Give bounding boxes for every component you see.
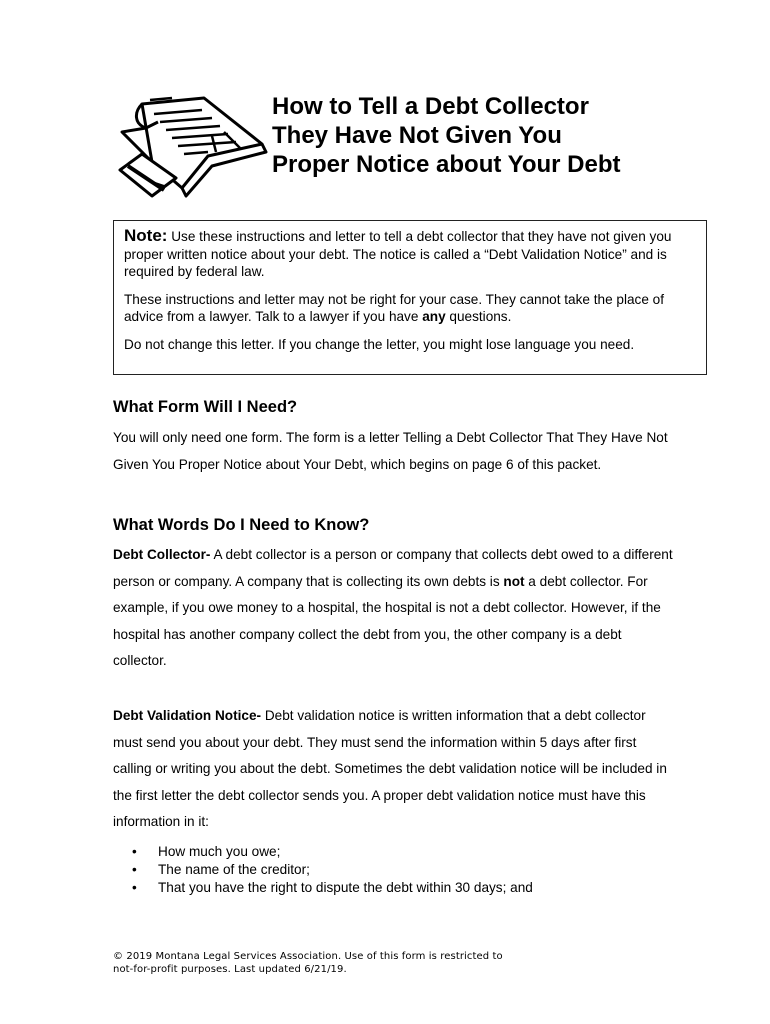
definition-text: Debt validation notice is written information that a debt collector must send you about your debt. They must send the information within 5 days after first calling or writing you about the debt. Sometimes the debt validation notice will be included in the first letter the debt collector sends you. A proper debt validation notice must have this information in it: bbox=[113, 708, 667, 829]
note-label: Note: bbox=[124, 226, 168, 245]
term: Debt Validation Notice- bbox=[113, 708, 262, 723]
form-section-text: You will only need one form. The form is a letter Telling a Debt Collector That They Have Not Given You Proper Notice about Your Debt, which begins on page 6 of this packet. bbox=[113, 430, 668, 472]
note-paragraph bbox=[124, 227, 696, 281]
footer-line: not-for-profit purposes. Last updated 6/21/19. bbox=[113, 964, 347, 975]
form-section-heading: What Form Will I Need? bbox=[113, 398, 298, 416]
words-section-heading: What Words Do I Need to Know? bbox=[113, 516, 370, 534]
notice-requirements-list bbox=[132, 843, 533, 897]
copyright-footer bbox=[113, 950, 533, 976]
title-line: How to Tell a Debt Collector bbox=[272, 93, 589, 120]
note-paragraph bbox=[124, 336, 696, 354]
note-text: Use these instructions and letter to tell a debt collector that they have not given you proper written notice about your debt. The notice is called a “Debt Validation Notice” and is required by federal law. bbox=[124, 229, 672, 279]
note-text: questions. bbox=[445, 309, 512, 324]
term: Debt Collector- bbox=[113, 547, 211, 562]
page-title bbox=[272, 92, 692, 179]
note-text: These instructions and letter may not be right for your case. They cannot take the place of advice from a lawyer. Talk to a lawyer if you have bbox=[124, 291, 665, 324]
title-line: Proper Notice about Your Debt bbox=[272, 151, 621, 178]
list-item: • That you have the right to dispute the debt within 30 days; and bbox=[132, 879, 533, 897]
note-text: Do not change this letter. If you change the letter, you might lose language you need. bbox=[124, 336, 635, 352]
term-emphasis: not bbox=[503, 573, 525, 589]
debt-collector-definition bbox=[113, 542, 673, 675]
note-emphasis: any bbox=[422, 309, 446, 324]
definition-text: A debt collector is a person or company that collects debt owed to a different person or company. A company that is collecting its own debts is bbox=[113, 547, 673, 589]
list-item: • The name of the creditor; bbox=[132, 861, 533, 879]
list-item: • How much you owe; bbox=[132, 843, 533, 861]
title-line: They Have Not Given You bbox=[272, 122, 562, 149]
definition-text: a debt collector. For example, if you owe money to a hospital, the hospital is not a debt collector. However, if the hospital has another company collect the debt from you, the other company is a debt collector. bbox=[113, 573, 661, 668]
note-box bbox=[113, 220, 707, 375]
debt-validation-notice-definition bbox=[113, 703, 673, 836]
note-paragraph bbox=[124, 291, 696, 326]
bill-and-card-icon bbox=[112, 92, 270, 200]
footer-line: © 2019 Montana Legal Services Association. Use of this form is restricted to bbox=[113, 951, 503, 962]
